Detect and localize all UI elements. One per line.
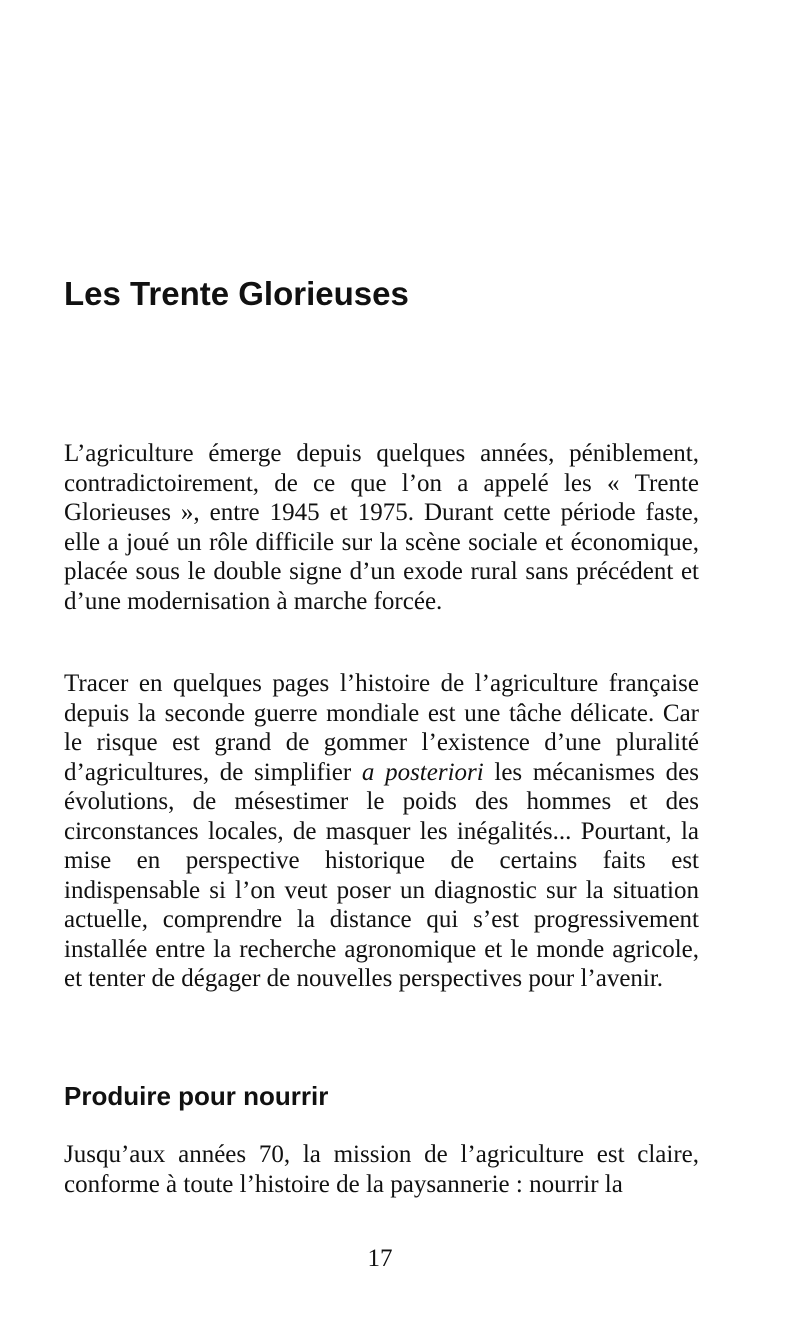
chapter-title: Les Trente Glorieuses (64, 275, 409, 312)
paragraph-history-text-end: les mécanismes des évolutions, de mésestimer le poids des hommes et des circonstances locales, de masquer les inégalités... Pourtant, la mise en perspective historique de certains faits est indispensable si l’on veut poser un diagnostic sur la situation actuelle, comprendre la distance qui s’est progressivement installée entre la recherche agronomique et le monde agricole, et tenter de dégager de nouvelles perspectives pour l’avenir. (64, 758, 699, 992)
paragraph-history (64, 669, 699, 994)
paragraph-intro: L’agriculture émerge depuis quelques années, péniblement, contradictoirement, de ce que l’on a appelé les « Trente Glorieuses », entre 1945 et 1975. Durant cette période faste, elle a joué un rôle difficile sur la scène sociale et économique, placée sous le double signe d’un exode rural sans précédent et d’une modernisation à marche forcée. (64, 440, 699, 615)
section-heading: Produire pour nourrir (64, 1081, 329, 1111)
page-number: 17 (367, 1245, 393, 1272)
paragraph-history-text-start: Tracer en quelques pages l’histoire de l’agriculture française depuis la seconde guerre mondiale est une tâche délicate. Car le risque est grand de gommer l’existence d’une pluralité d’agricultures, de simplifier (64, 670, 699, 786)
section-paragraph: Jusqu’aux années 70, la mission de l’agriculture est claire, conforme à toute l’histoire de la paysannerie : nourrir la (64, 1141, 699, 1198)
italic-phrase: a posteriori (361, 758, 484, 786)
